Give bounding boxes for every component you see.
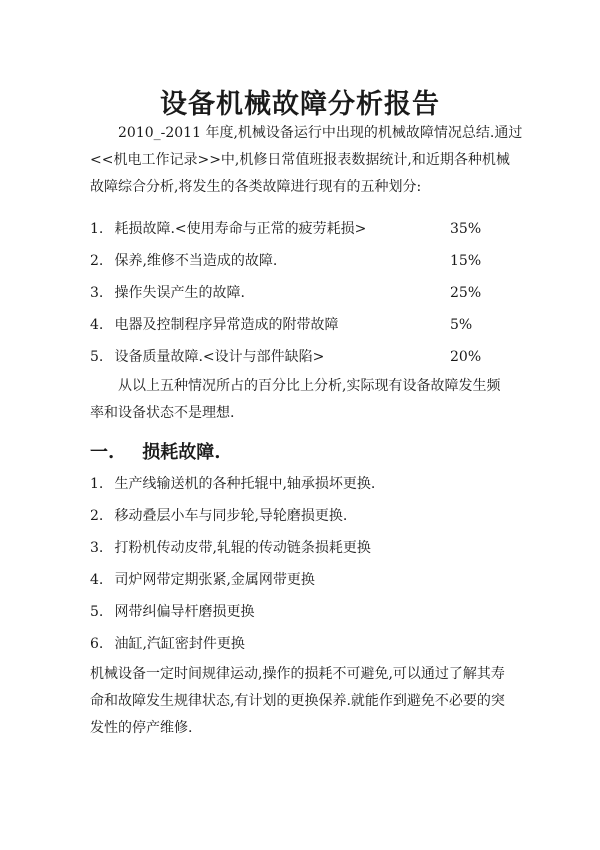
intro-line: 故障综合分析,将发生的各类故障进行现有的五种划分: [90, 179, 422, 195]
page-title: 设备机械故障分析报告 [160, 89, 440, 120]
item-text: 电器及控制程序异常造成的附带故障 [114, 317, 339, 333]
fault-category-list [90, 219, 520, 379]
item-text: 油缸,汽缸密封件更换 [114, 636, 245, 652]
item-number: 5. [90, 349, 104, 365]
item-text: 耗损故障.<使用寿命与正常的疲劳耗损> [114, 221, 367, 237]
list-item [90, 538, 520, 570]
section-number: 一. [90, 442, 115, 463]
item-text: 移动叠层小车与同步轮,导轮磨损更换. [114, 508, 348, 524]
item-percentage: 15% [450, 253, 482, 269]
intro-line: 2010_-2011 年度,机械设备运行中出现的机械故障情况总结.通过 [118, 125, 523, 141]
summary-line: 率和设备状态不是理想. [90, 405, 235, 421]
closing-line: 机械设备一定时间规律运动,操作的损耗不可避免,可以通过了解其寿 [90, 666, 505, 682]
item-text: 网带纠偏导杆磨损更换 [114, 604, 255, 620]
list-item [90, 602, 520, 634]
closing-line: 发性的停产维修. [90, 720, 193, 736]
item-text: 设备质量故障.<设计与部件缺陷> [114, 349, 325, 365]
list-item [90, 474, 520, 506]
item-number: 1. [90, 476, 104, 492]
intro-paragraph [90, 120, 523, 201]
summary-line: 从以上五种情况所占的百分比上分析,实际现有设备故障发生频 [118, 378, 501, 394]
item-text: 打粉机传动皮带,轧辊的传动链条损耗更换 [114, 540, 371, 556]
fault-category-item [90, 219, 520, 251]
item-number: 2. [90, 508, 104, 524]
fault-category-item [90, 283, 520, 315]
item-number: 4. [90, 317, 104, 333]
item-number: 3. [90, 540, 104, 556]
fault-category-item [90, 315, 520, 347]
closing-line: 命和故障发生规律状态,有计划的更换保养.就能作到避免不必要的突 [90, 693, 505, 709]
item-text: 司炉网带定期张紧,金属网带更换 [114, 572, 315, 588]
list-item [90, 506, 520, 538]
item-number: 3. [90, 285, 104, 301]
item-percentage: 25% [450, 285, 482, 301]
item-percentage: 5% [450, 317, 473, 333]
item-percentage: 20% [450, 349, 482, 365]
item-number: 2. [90, 253, 104, 269]
fault-category-item [90, 251, 520, 283]
item-number: 6. [90, 636, 104, 652]
list-item [90, 570, 520, 602]
item-text: 保养,维修不当造成的故障. [114, 253, 278, 269]
section-heading [90, 438, 221, 464]
item-number: 1. [90, 221, 104, 237]
summary-paragraph [90, 373, 520, 427]
intro-line: <<机电工作记录>>中,机修日常值班报表数据统计,和近期各种机械 [90, 152, 510, 168]
item-text: 操作失误产生的故障. [114, 285, 245, 301]
item-text: 生产线输送机的各种托辊中,轴承损坏更换. [114, 476, 376, 492]
section-title: 损耗故障. [142, 442, 221, 463]
wear-item-list [90, 474, 520, 666]
item-number: 4. [90, 572, 104, 588]
closing-paragraph [90, 661, 520, 742]
item-percentage: 35% [450, 221, 482, 237]
item-number: 5. [90, 604, 104, 620]
